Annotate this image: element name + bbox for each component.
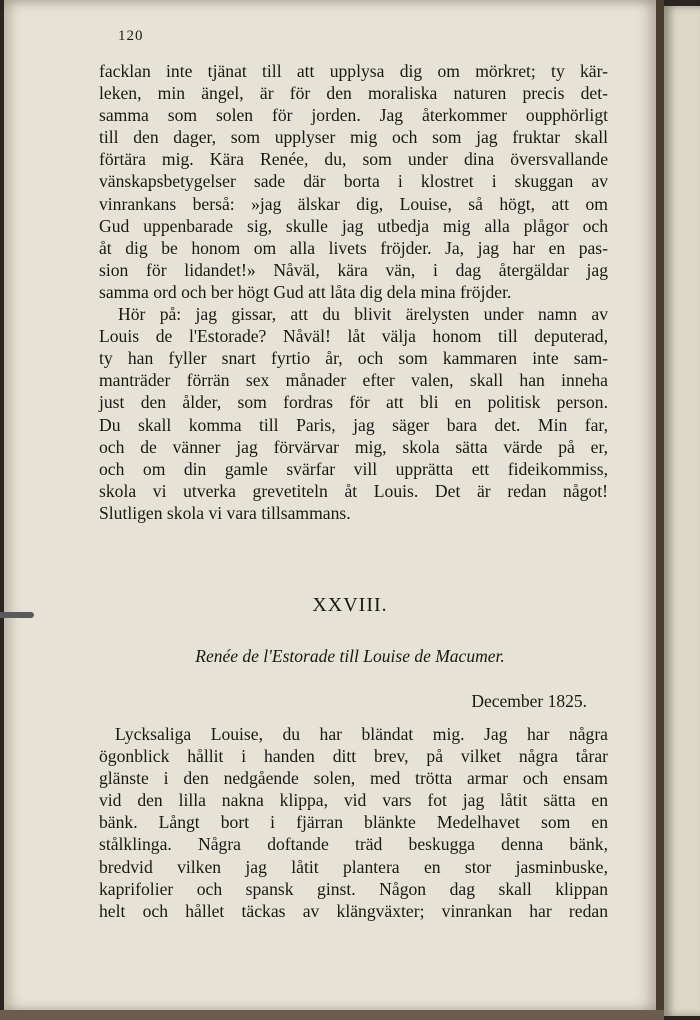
text-line: till den dager, som upplyser mig och som jag fruktar skall bbox=[99, 127, 608, 148]
text-line: glänste i den nedgående solen, med trötta armar och ensam bbox=[99, 768, 608, 789]
text-line: just den ålder, som fordras för att bli en politisk person. bbox=[99, 392, 608, 413]
text-line: ty han fyller snart fyrtio år, och som kammaren inte sam- bbox=[99, 348, 608, 369]
text-line: förtära mig. Kära Renée, du, som under dina översvallande bbox=[99, 149, 608, 170]
book-gutter bbox=[656, 0, 664, 1020]
chapter-number: XXVIII. bbox=[312, 594, 388, 616]
text-line: bänk. Långt bort i fjärran blänkte Medelhavet som en bbox=[99, 812, 608, 833]
page-number: 120 bbox=[118, 28, 144, 44]
letter-text bbox=[99, 723, 608, 922]
text-line: Louis de l'Estorade? Nåväl! låt välja honom till deputerad, bbox=[99, 326, 608, 347]
text-line: stålklinga. Några doftande träd beskugga denna bänk, bbox=[99, 834, 608, 855]
text-line: manträder förrän sex månader efter valen, skall han inneha bbox=[99, 370, 608, 391]
text-line: kaprifolier och spansk ginst. Någon dag skall klippan bbox=[99, 878, 608, 899]
text-line: facklan inte tjänat till att upplysa dig om mörkret; ty kär- bbox=[99, 61, 608, 81]
facing-page-edge bbox=[664, 6, 700, 1016]
text-line: vinrankans berså: »jag älskar dig, Louise, så högt, att om bbox=[99, 193, 608, 214]
text-line: ögonblick hållit i handen ditt brev, på vilket några tårar bbox=[99, 746, 608, 767]
text-line: helt och hållet täckas av klängväxter; vinrankan har redan bbox=[99, 900, 608, 921]
text-line: vid den lilla nakna klippa, vid vars fot jag låtit sätta en bbox=[99, 790, 608, 811]
text-line: Slutligen skola vi vara tillsammans. bbox=[99, 502, 351, 523]
chapter-title: Renée de l'Estorade till Louise de Macumer. bbox=[195, 646, 505, 666]
text-line: bredvid vilken jag låtit plantera en stor jasminbuske, bbox=[99, 856, 608, 877]
page-bottom-edge bbox=[0, 1010, 664, 1020]
text-line: Gud uppenbarade sig, skulle jag utbedja mig alla plågor och bbox=[99, 215, 608, 236]
text-line: skola vi utverka grevetiteln åt Louis. Det är redan något! bbox=[99, 480, 608, 501]
text-line: Lycksaliga Louise, du har bländat mig. Jag har några bbox=[115, 724, 608, 744]
text-line: och de vänner jag förvärvar mig, skola sätta värde på er, bbox=[99, 436, 608, 457]
letter-text-continued bbox=[99, 60, 608, 524]
text-line: åt dig be honom om alla livets fröjder. Ja, jag har en pas- bbox=[99, 237, 608, 258]
text-line: vänskapsbetygelser sade där borta i klostret i skuggan av bbox=[99, 171, 608, 192]
text-line: och om din gamle svärfar vill upprätta ett fideikommiss, bbox=[99, 458, 608, 479]
text-line: samma ord och ber högt Gud att låta dig dela mina fröjder. bbox=[99, 281, 512, 302]
text-line: samma som solen för jorden. Jag återkommer oupphörligt bbox=[99, 105, 608, 126]
text-line: Hör på: jag gissar, att du blivit ärelysten under namn av bbox=[118, 304, 608, 325]
text-line: Du skall komma till Paris, jag säger bara det. Min far, bbox=[99, 414, 608, 435]
text-line: sion för lidandet!» Nåväl, kära vän, i dag återgäldar jag bbox=[99, 259, 608, 280]
text-line: leken, min ängel, är för den moraliska naturen precis det- bbox=[99, 83, 608, 104]
letter-date: December 1825. bbox=[471, 691, 587, 711]
